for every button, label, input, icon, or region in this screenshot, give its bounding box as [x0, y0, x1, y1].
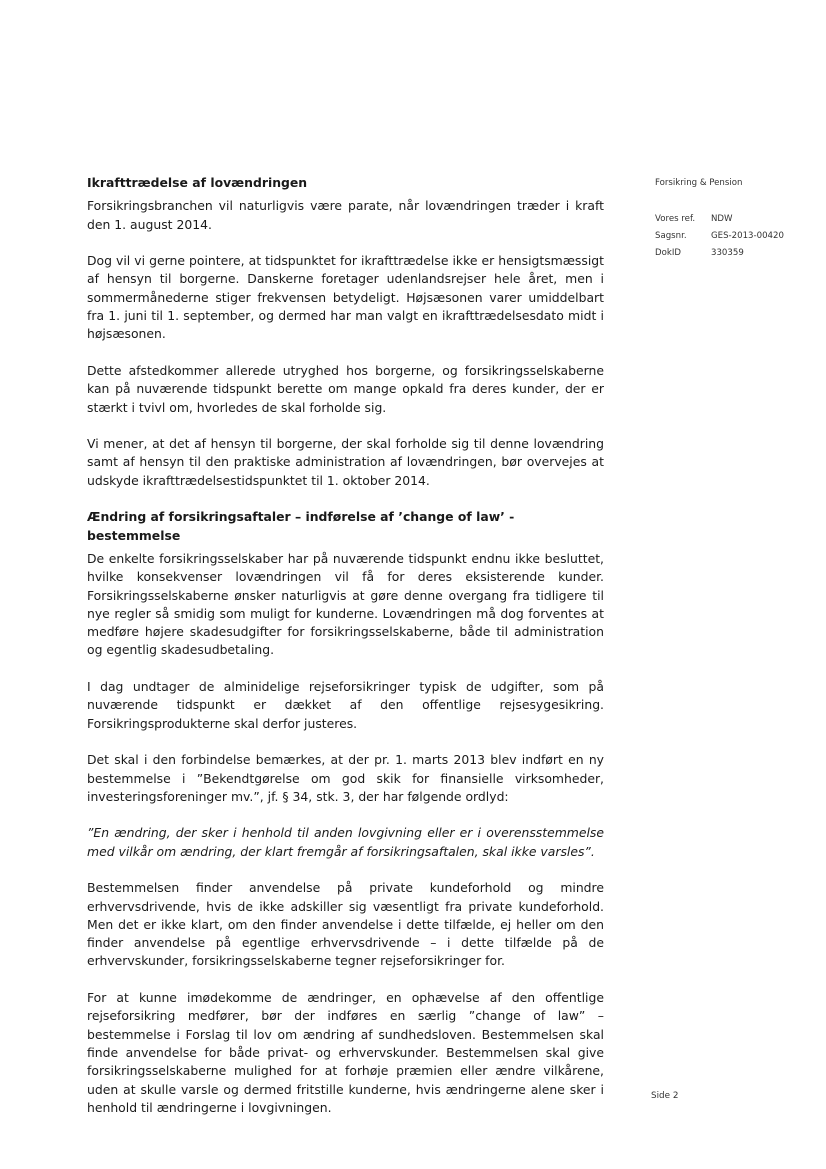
reference-value: 330359	[711, 248, 744, 258]
reference-row	[655, 247, 784, 264]
sender-organization: Forsikring & Pension	[655, 178, 743, 188]
reference-label: Sagsnr.	[655, 231, 687, 241]
reference-row	[655, 213, 784, 230]
reference-row	[655, 230, 784, 247]
paragraph: Forsikringsbranchen vil naturligvis være parate, når lovændringen træder i kraft den 1. august 2014.	[87, 198, 604, 232]
section-heading: Ikrafttrædelse af lovændringen	[87, 175, 308, 190]
paragraph: Det skal i den forbindelse bemærkes, at der pr. 1. marts 2013 blev indført en ny bestemmelse i ”Bekendtgørelse om god skik for finansielle virksomheder, investeringsforeninger mv.”, jf. § 34, stk. 3, der har følgende ordlyd:	[87, 752, 604, 804]
paragraph: For at kunne imødekomme de ændringer, en ophævelse af den offentlige rejseforsikring medfører, bør der indføres en særlig ”change of law” – bestemmelse i Forslag til lov om ændring af sundhedsloven. Bestemmelsen skal finde anvendelse for både privat- og erhvervskunder. Bestemmelsen skal give forsikringsselskaberne mulighed for at forhøje præmien eller ændre vilkårene, uden at skulle varsle og dermed fritstille kunderne, hvis ændringerne alene sker i henhold til ændringerne i lovgivningen.	[87, 990, 604, 1115]
paragraph: Dette afstedkommer allerede utryghed hos borgerne, og forsikringsselskaberne kan på nuværende tidspunkt berette om mange opkald fra deres kunder, der er stærkt i tvivl om, hvorledes de skal forholde sig.	[87, 362, 604, 415]
paragraph: De enkelte forsikringsselskaber har på nuværende tidspunkt endnu ikke besluttet, hvilke konsekvenser lovændringen vil få for deres eksisterende kunder. Forsikringsselskaberne ønsker naturligvis at gøre denne overgang fra tidligere til nye regler så smidig som muligt for kunderne. Lovændringen må dog forventes at medføre højere skadesudgifter for forsikringsselskaberne, både til administration og egentlig skadesudbetaling.	[87, 550, 604, 658]
reference-label: Vores ref.	[655, 214, 696, 224]
paragraph: I dag undtager de alminidelige rejseforsikringer typisk de udgifter, som på nuværende tidspunkt er dækket af den offentlige rejsesygesikring. Forsikringsprodukterne skal derfor justeres.	[87, 679, 604, 731]
reference-label: DokID	[655, 248, 682, 258]
reference-value: GES-2013-00420	[711, 231, 784, 241]
paragraph: Vi mener, at det af hensyn til borgerne, der skal forholde sig til denne lovændring samt af hensyn til den praktiske administration af lovændringen, bør overvejes at udskyde ikrafttrædelsestidspunktet til 1. oktober 2014.	[87, 436, 604, 488]
quoted-provision: ”En ændring, der sker i henhold til anden lovgivning eller er i overensstemmelse med vilkår om ændring, der klart fremgår af forsikringsaftalen, skal ikke varsles”.	[87, 825, 604, 859]
reference-value: NDW	[711, 214, 733, 224]
reference-table	[655, 213, 784, 264]
paragraph: Bestemmelsen finder anvendelse på private kundeforhold og mindre erhvervsdrivende, hvis de ikke adskiller sig væsentligt fra private kundeforhold. Men det er ikke klart, om den finder anvendelse i dette tilfælde, ej heller om den finder anvendelse på egentlige erhvervsdrivende – i dette tilfælde på de erhvervskunder, forsikringsselskaberne tegner rejseforsikringer for.	[87, 880, 604, 969]
paragraph: Dog vil vi gerne pointere, at tidspunktet for ikrafttrædelse ikke er hensigtsmæssigt af hensyn til borgerne. Danskerne foretager udenlandsrejser hele året, men i sommermånederne stiger frekvensen betydeligt. Højsæsonen varer umiddelbart fra 1. juni til 1. september, og dermed har man valgt en ikrafttrædelsesdato midt i højsæsonen.	[87, 253, 604, 342]
page-number: Side 2	[651, 1091, 679, 1101]
section-heading: Ændring af forsikringsaftaler – indførelse af ’change of law’ - bestemmelse	[87, 509, 515, 543]
sidebar	[655, 177, 815, 264]
document-body	[87, 174, 604, 1135]
